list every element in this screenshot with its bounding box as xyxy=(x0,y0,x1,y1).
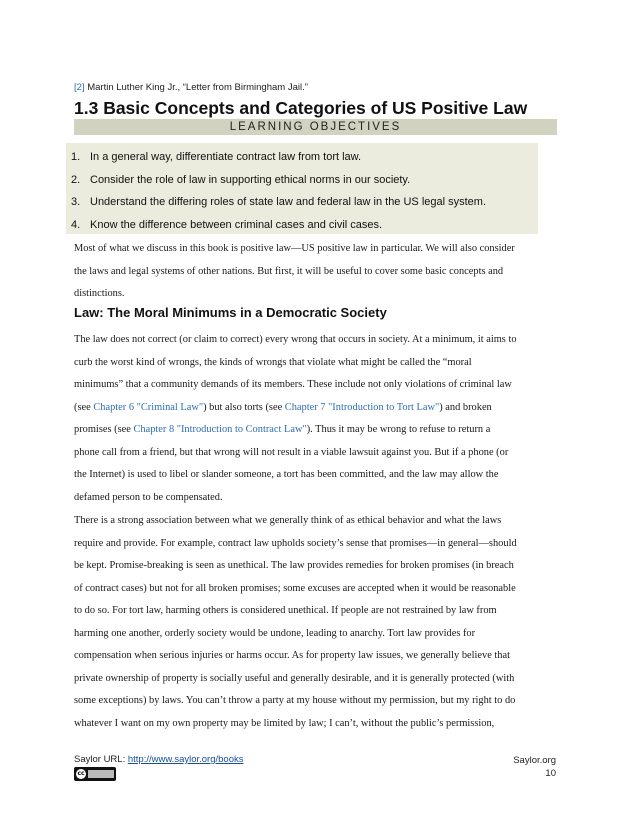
text-line xyxy=(74,397,556,420)
objective-number: 4. xyxy=(71,219,81,231)
text-line: private ownership of property is socially useful and generally desirable, and it is generally protected (with xyxy=(74,672,515,684)
learning-objectives-header: LEARNING OBJECTIVES xyxy=(74,119,557,135)
text-line: the laws and legal systems of other nations. But first, it will be useful to cover some basic concepts and xyxy=(74,265,504,277)
ethics-paragraph xyxy=(74,510,556,735)
chapter-7-link[interactable]: Chapter 7 "Introduction to Tort Law" xyxy=(284,401,440,413)
cc-icon: cc xyxy=(77,770,85,777)
text-span: ) but also torts (see xyxy=(203,401,285,413)
subheading: Law: The Moral Minimums in a Democratic Society xyxy=(74,305,387,320)
text-line: defamed person to be compensated. xyxy=(74,491,223,503)
footnote-text: Martin Luther King Jr., “Letter from Birmingham Jail.” xyxy=(84,82,308,93)
text-line: be kept. Promise-breaking is seen as unethical. The law provides remedies for broken promises (in breach xyxy=(74,560,514,571)
objective-text: Understand the differing roles of state law and federal law in the US legal system. xyxy=(90,196,487,208)
objective-number: 2. xyxy=(71,174,81,186)
text-line: some exceptions) by laws. You can’t throw a party at my house without my permission, but my right to do xyxy=(74,695,516,706)
license-bar xyxy=(88,770,114,778)
chapter-8-link[interactable]: Chapter 8 "Introduction to Contract Law" xyxy=(133,424,307,435)
text-line: curb the worst kind of wrongs, the kinds of wrongs that violate what might be called the “moral xyxy=(74,356,472,368)
text-line: require and provide. For example, contract law upholds society’s sense that promises—in general—should xyxy=(74,537,517,549)
moral-minimums-paragraph xyxy=(74,329,556,509)
objective-text: In a general way, differentiate contract law from tort law. xyxy=(90,151,362,163)
text-line: whatever I want on my own property may be limited by law; I can’t, without the public’s permission, xyxy=(74,717,495,729)
text-line: compensation when serious injuries or harms occur. As for property law issues, we generally believe that xyxy=(74,650,510,661)
footer-right xyxy=(513,754,556,780)
section-title: 1.3 Basic Concepts and Categories of US Positive Law xyxy=(74,98,528,118)
text-line: distinctions. xyxy=(74,288,125,299)
page-number: 10 xyxy=(545,768,556,779)
cc-by-nc-sa-icon xyxy=(74,767,116,781)
footnote xyxy=(74,82,308,93)
text-span: ). Thus it may be wrong to refuse to return a xyxy=(306,424,491,435)
text-line: phone call from a friend, but that wrong will not result in a viable lawsuit against you. But if a phone (or xyxy=(74,446,509,458)
objective-text: Consider the role of law in supporting ethical norms in our society. xyxy=(90,174,411,186)
text-line xyxy=(74,419,556,442)
text-line: Most of what we discuss in this book is positive law—US positive law in particular. We will also consider xyxy=(74,243,515,254)
text-line: to do so. For tort law, harming others is considered unethical. If people are not restrained by law from xyxy=(74,605,497,616)
text-line: minimums” that a community demands of its members. These include not only violations of criminal law xyxy=(74,379,512,390)
footer-url-label: Saylor URL: xyxy=(74,754,128,765)
text-line: of contract cases) but not for all broken promises; some excuses are accepted when it would be reasonable xyxy=(74,582,516,594)
text-line: There is a strong association between what we generally think of as ethical behavior and what the laws xyxy=(74,515,502,526)
text-span: (see xyxy=(74,401,94,413)
text-span: ) and broken xyxy=(439,401,492,413)
objective-number: 1. xyxy=(71,151,81,163)
objective-text: Know the difference between criminal cases and civil cases. xyxy=(90,219,383,231)
learning-objectives-box xyxy=(66,143,538,234)
chapter-6-link[interactable]: Chapter 6 "Criminal Law" xyxy=(93,401,204,413)
saylor-books-link[interactable]: http://www.saylor.org/books xyxy=(127,754,244,765)
footer-site: Saylor.org xyxy=(513,755,556,766)
footnote-ref-link[interactable]: [2] xyxy=(74,82,85,93)
text-line: the Internet) is used to libel or slander someone, a tort has been committed, and the law may allow the xyxy=(74,469,499,480)
objective-number: 3. xyxy=(71,196,81,208)
text-span: promises (see xyxy=(74,424,134,435)
intro-paragraph xyxy=(74,238,556,306)
text-line: harming one another, orderly society would be undone, leading to anarchy. Tort law provides for xyxy=(74,627,476,639)
footer-url xyxy=(74,754,244,765)
text-line: The law does not correct (or claim to correct) every wrong that occurs in society. At a minimum, it aims to xyxy=(74,334,517,345)
